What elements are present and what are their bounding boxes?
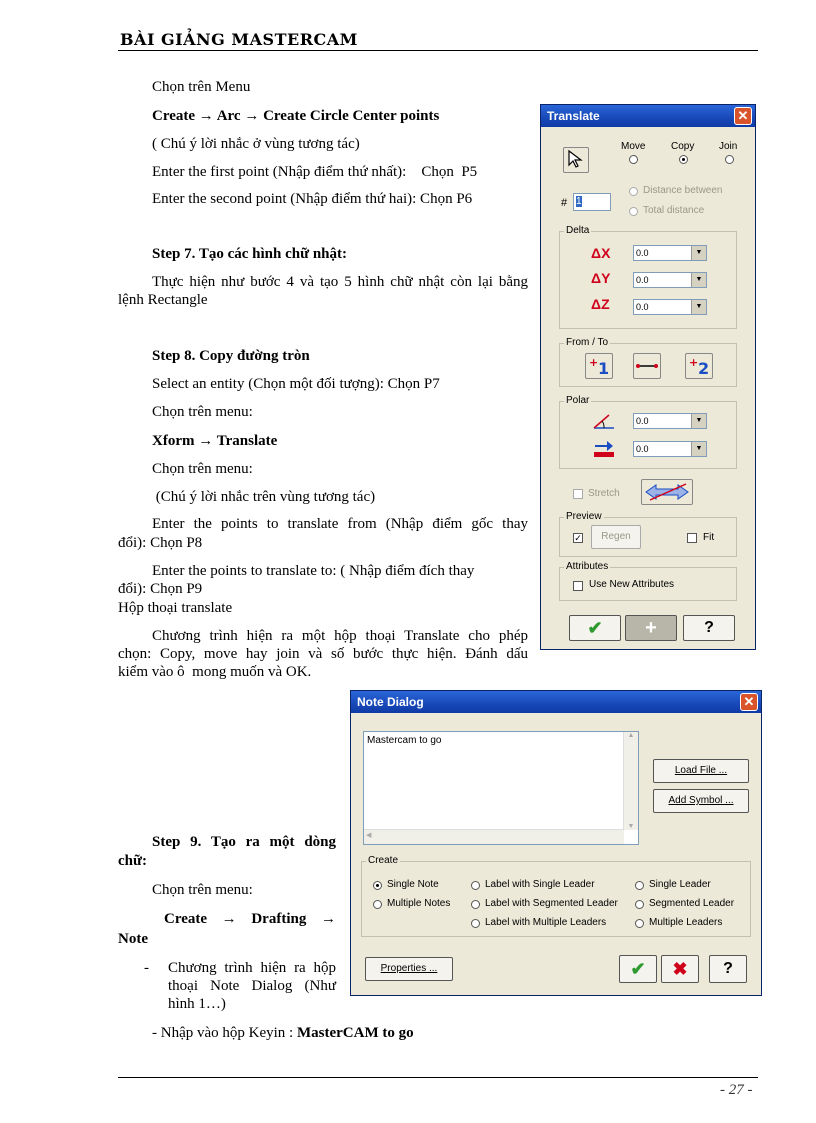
close-icon[interactable]: ✕ <box>740 693 758 711</box>
from-point-button[interactable] <box>585 353 613 379</box>
properties-button[interactable]: Properties ... <box>365 957 453 981</box>
fit-label: Fit <box>703 532 715 543</box>
total-distance-radio[interactable] <box>629 207 638 216</box>
distance-between-radio[interactable] <box>629 187 638 196</box>
from-to-label: From / To <box>566 337 609 348</box>
document-header: BÀI GIẢNG MASTERCAM <box>120 30 358 49</box>
join-label: Join <box>719 141 738 152</box>
label-single-radio[interactable] <box>471 881 480 890</box>
cancel-button[interactable] <box>661 955 699 983</box>
step8-heading: Step 8. Copy đường tròn <box>152 348 310 364</box>
note-titlebar <box>351 691 761 713</box>
check-icon: ✔ <box>630 959 646 979</box>
para-from-b: đổi): Chọn P8 <box>118 535 203 551</box>
note-dialog <box>350 690 762 996</box>
para-step7-a: Thực hiện như bước 4 và tạo 5 hình chữ nhật còn lại bằng <box>152 274 528 290</box>
fit-checkbox[interactable] <box>687 533 697 543</box>
line-arrow-icon <box>634 354 660 378</box>
para-program-b: chọn: Copy, move hay join và số bước thực hiện. Đánh dấu <box>118 646 528 662</box>
para-xform: Xform → Translate <box>152 433 278 449</box>
delta-label: Delta <box>566 225 590 236</box>
para-from-a: Enter the points to translate from (Nhập điểm gốc thay <box>152 516 528 532</box>
page-number: - 27 - <box>720 1082 753 1098</box>
segmented-leader-radio[interactable] <box>635 900 644 909</box>
para-program-c: kiểm vào ô mong muốn và OK. <box>118 664 312 680</box>
move-label: Move <box>621 141 646 152</box>
step9-heading-a: Step 9. Tạo ra một dòng <box>152 834 336 850</box>
count-value: 1 <box>576 196 582 207</box>
segmented-leader-label: Segmented Leader <box>649 898 735 909</box>
single-note-label: Single Note <box>387 879 439 890</box>
angle-icon <box>591 411 617 431</box>
delta-y-icon: ΔY <box>591 270 611 286</box>
create-label: Create <box>368 855 399 866</box>
multiple-notes-label: Multiple Notes <box>387 898 451 909</box>
para-step7-b: lệnh Rectangle <box>118 292 208 308</box>
polar-angle-value: 0.0 <box>636 416 649 426</box>
chevron-down-icon[interactable]: ▼ <box>691 300 706 314</box>
svg-text:+: + <box>589 356 599 369</box>
single-leader-label: Single Leader <box>649 879 711 890</box>
help-button[interactable] <box>683 615 735 641</box>
para-select-entity: Select an entity (Chọn một đối tượng): Chọn P7 <box>152 376 440 392</box>
vertical-scrollbar[interactable] <box>623 732 638 830</box>
stretch-label: Stretch <box>588 488 620 499</box>
polar-group <box>559 395 737 469</box>
delta-z-icon: ΔZ <box>591 296 610 312</box>
label-segmented-label: Label with Segmented Leader <box>485 898 618 909</box>
para-to-b: đổi): Chọn P9 <box>118 581 203 597</box>
chevron-down-icon[interactable]: ▼ <box>691 414 706 428</box>
scroll-up-icon[interactable]: ▲ <box>627 732 635 739</box>
copy-label: Copy <box>671 141 695 152</box>
para-translate-dialog: Hộp thoại translate <box>118 600 233 616</box>
join-radio[interactable] <box>725 155 734 164</box>
note-title: Note Dialog <box>357 695 424 709</box>
para-menu-3: Chọn trên menu: <box>152 461 253 477</box>
header-rule <box>118 50 758 51</box>
move-radio[interactable] <box>629 155 638 164</box>
chevron-down-icon[interactable]: ▼ <box>691 442 706 456</box>
label-multiple-label: Label with Multiple Leaders <box>485 917 607 928</box>
help-icon: ? <box>723 960 733 977</box>
label-multiple-radio[interactable] <box>471 919 480 928</box>
chevron-down-icon[interactable]: ▼ <box>691 246 706 260</box>
preview-checkbox[interactable]: ✓ <box>574 533 582 543</box>
copy-radio[interactable] <box>679 155 688 164</box>
svg-text:+: + <box>689 356 699 369</box>
check-icon: ✔ <box>587 618 603 638</box>
para-program-2-b: thoại Note Dialog (Như <box>168 978 336 994</box>
translate-titlebar <box>541 105 755 127</box>
scroll-down-icon[interactable]: ▼ <box>627 823 635 830</box>
total-distance-label: Total distance <box>643 205 705 216</box>
count-input[interactable] <box>573 193 611 211</box>
para-to-a: Enter the points to translate to: ( Nhập điểm đích thay <box>152 563 475 579</box>
add-symbol-button[interactable]: Add Symbol ... <box>653 789 749 813</box>
chevron-down-icon[interactable]: ▼ <box>691 273 706 287</box>
single-note-radio[interactable] <box>373 881 382 890</box>
para-program-2-c: hình 1…) <box>168 996 226 1012</box>
multiple-notes-radio[interactable] <box>373 900 382 909</box>
use-new-attributes-checkbox[interactable] <box>573 581 583 591</box>
length-ruler-icon <box>591 437 617 459</box>
scroll-left-icon[interactable]: ◀ <box>366 832 372 839</box>
delta-y-value: 0.0 <box>636 275 649 285</box>
para-second-point: Enter the second point (Nhập điểm thứ hai): Chọn P6 <box>152 191 473 207</box>
para-note-prompt-2: (Chú ý lời nhắc trên vùng tương tác) <box>152 489 376 505</box>
step9-heading-b: chữ: <box>118 853 147 869</box>
note-textarea[interactable] <box>363 731 639 845</box>
polar-length-combo[interactable] <box>633 441 707 457</box>
point-two-icon <box>686 354 712 378</box>
polar-label: Polar <box>566 395 590 406</box>
ok-button[interactable] <box>619 955 657 983</box>
footer-rule <box>118 1077 758 1078</box>
para-menu: Chọn trên Menu <box>152 79 251 95</box>
use-new-attributes-label: Use New Attributes <box>589 579 675 590</box>
delta-z-combo[interactable] <box>633 299 707 315</box>
delta-y-combo[interactable] <box>633 272 707 288</box>
svg-text:2: 2 <box>698 359 710 378</box>
step7-heading: Step 7. Tạo các hình chữ nhật: <box>152 246 348 262</box>
regen-button[interactable]: Regen <box>591 525 641 549</box>
para-first-point: Enter the first point (Nhập điểm thứ nhất): Chọn P5 <box>152 164 478 180</box>
from-to-line-button[interactable] <box>633 353 661 379</box>
translate-dialog <box>540 104 756 650</box>
to-point-button[interactable] <box>685 353 713 379</box>
polar-length-value: 0.0 <box>636 444 649 454</box>
para-create-arc: Create → Arc → Create Circle Center points <box>152 108 440 124</box>
bullet-dash: - <box>144 960 149 976</box>
polar-angle-combo[interactable] <box>633 413 707 429</box>
para-create-drafting-b: Note <box>118 931 148 947</box>
horizontal-scrollbar[interactable] <box>364 829 624 844</box>
delta-x-combo[interactable] <box>633 245 707 261</box>
para-program-2-a: Chương trình hiện ra hộp <box>168 960 336 976</box>
apply-button[interactable] <box>625 615 677 641</box>
help-button[interactable] <box>709 955 747 983</box>
count-hash: # <box>561 197 568 209</box>
delta-z-value: 0.0 <box>636 302 649 312</box>
single-leader-radio[interactable] <box>635 881 644 890</box>
svg-text:1: 1 <box>598 359 610 378</box>
delta-x-icon: ΔX <box>591 245 611 261</box>
multiple-leaders-radio[interactable] <box>635 919 644 928</box>
label-segmented-radio[interactable] <box>471 900 480 909</box>
attributes-label: Attributes <box>566 561 609 572</box>
delta-x-value: 0.0 <box>636 248 649 258</box>
note-text: Mastercam to go <box>367 735 442 746</box>
close-icon[interactable]: ✕ <box>734 107 752 125</box>
load-file-button[interactable]: Load File ... <box>653 759 749 783</box>
double-arrow-icon <box>642 480 692 504</box>
keyin-value: MasterCAM to go <box>296 1025 414 1041</box>
arrow-cursor-icon <box>565 148 587 170</box>
para-menu-2: Chọn trên menu: <box>152 404 253 420</box>
plus-icon: + <box>645 617 657 639</box>
ok-button[interactable] <box>569 615 621 641</box>
direction-button[interactable] <box>641 479 693 505</box>
distance-between-label: Distance between <box>643 185 723 196</box>
translate-title: Translate <box>547 109 600 123</box>
stretch-checkbox[interactable] <box>573 489 583 499</box>
para-note-prompt: ( Chú ý lời nhắc ở vùng tương tác) <box>152 136 360 152</box>
para-menu-4: Chọn trên menu: <box>152 882 253 898</box>
point-one-icon <box>586 354 612 378</box>
para-program-a: Chương trình hiện ra một hộp thoại Translate cho phép <box>152 628 528 644</box>
cross-icon: ✖ <box>672 959 688 979</box>
help-icon: ? <box>704 619 714 636</box>
multiple-leaders-label: Multiple Leaders <box>649 917 723 928</box>
preview-label: Preview <box>566 511 602 522</box>
para-create-drafting-a: Create → Drafting → <box>164 911 336 927</box>
label-single-label: Label with Single Leader <box>485 879 595 890</box>
keyin-label: - Nhập vào hộp Keyin : <box>152 1025 297 1041</box>
select-pointer-button[interactable] <box>563 147 589 173</box>
para-keyin <box>152 1023 414 1043</box>
